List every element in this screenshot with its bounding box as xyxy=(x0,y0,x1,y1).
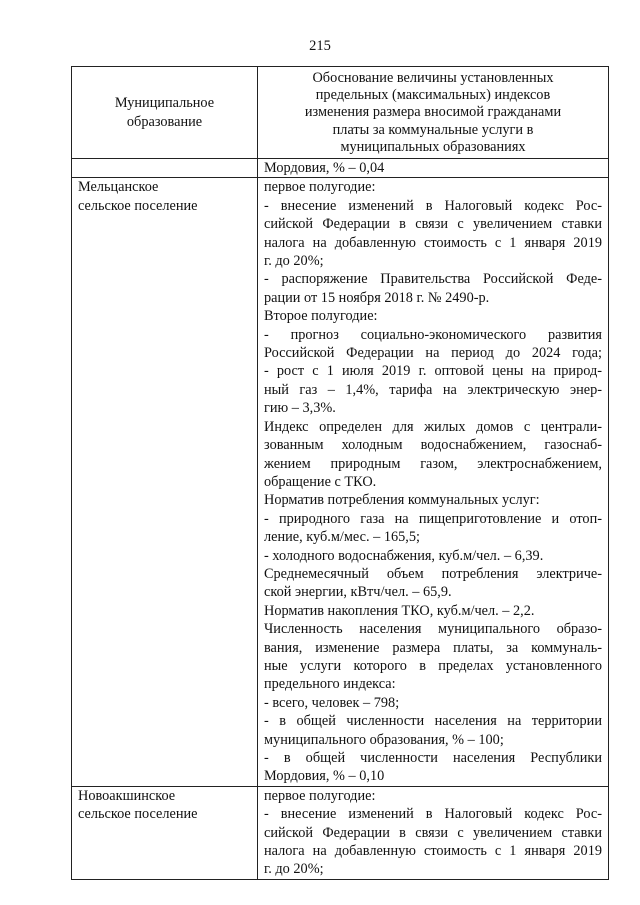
justification-line: рации от 15 ноября 2018 г. № 2490-р. xyxy=(264,289,490,306)
justification-line: ный газ – 1,4%, тарифа на электрическую энер- xyxy=(264,381,602,398)
header-municipality-line-2: образование xyxy=(126,113,203,130)
justification-line: - внесение изменений в Налоговый кодекс Рос- xyxy=(264,806,602,823)
justification-line: сийской Федерации в связи с увеличением ставки xyxy=(264,216,602,233)
justification-table xyxy=(71,66,609,880)
municipality-row xyxy=(72,178,609,786)
justification-line: первое полугодие: xyxy=(264,787,376,804)
municipality-name-cell xyxy=(72,786,258,879)
justification-line: Норматив потребления коммунальных услуг: xyxy=(264,492,540,509)
justification-line: - всего, человек – 798; xyxy=(264,694,400,711)
continuation-municipality-cell xyxy=(72,159,258,178)
justification-line: - природного газа на пищеприготовление и отоп- xyxy=(264,510,602,527)
justification-line: гию – 3,3%. xyxy=(264,400,336,417)
header-justification-line-3: изменения размера вносимой гражданами xyxy=(304,104,562,121)
justification-line: - внесение изменений в Налоговый кодекс Рос- xyxy=(264,197,602,214)
justification-line: - распоряжение Правительства Российской Феде- xyxy=(264,271,602,288)
header-justification-line-2: предельных (максимальных) индексов xyxy=(315,87,551,104)
continuation-line: Мордовия, % – 0,04 xyxy=(264,160,385,176)
justification-cell xyxy=(258,786,609,879)
justification-line: Мордовия, % – 0,10 xyxy=(264,768,385,785)
continuation-justification-cell xyxy=(258,159,609,178)
justification-line: - рост с 1 июля 2019 г. оптовой цены на природ- xyxy=(264,363,602,380)
justification-line: зованным холодным водоснабжением, газоснаб- xyxy=(264,437,602,454)
table-header-row xyxy=(72,67,609,159)
municipality-name-line: Мельцанское xyxy=(78,179,159,196)
justification-line: ные услуги которого в пределах установленного xyxy=(264,657,602,674)
justification-line: предельного индекса: xyxy=(264,676,396,693)
municipality-row xyxy=(72,786,609,879)
justification-line: обращение с ТКО. xyxy=(264,473,377,490)
municipality-name-line: Новоакшинское xyxy=(78,787,176,804)
header-municipality xyxy=(72,67,258,159)
justification-line: Численность населения муниципального образо- xyxy=(264,621,602,638)
header-justification-line-1: Обоснование величины установленных xyxy=(312,70,554,86)
justification-line: г. до 20%; xyxy=(264,861,324,878)
header-justification-line-4: платы за коммунальные услуги в xyxy=(332,121,534,138)
justification-line: - в общей численности населения на территории xyxy=(264,713,602,730)
justification-cell xyxy=(258,178,609,786)
justification-line: Российской Федерации на период до 2024 года; xyxy=(264,345,602,362)
justification-line: Среднемесячный объем потребления электриче- xyxy=(264,565,602,582)
justification-line: - в общей численности населения Республики xyxy=(264,750,602,766)
justification-line: муниципального образования, % – 100; xyxy=(264,731,504,748)
justification-line: ской энергии, кВтч/чел. – 65,9. xyxy=(264,584,452,601)
justification-line: Норматив накопления ТКО, куб.м/чел. – 2,2. xyxy=(264,602,535,619)
header-municipality-line-1: Муниципальное xyxy=(114,95,215,112)
header-justification xyxy=(258,67,609,159)
justification-line: сийской Федерации в связи с увеличением ставки xyxy=(264,824,602,841)
justification-line: - прогноз социально-экономического развития xyxy=(264,326,602,343)
justification-line: - холодного водоснабжения, куб.м/чел. – 6,39. xyxy=(264,547,544,564)
justification-line: первое полугодие: xyxy=(264,179,376,196)
page-number: 215 xyxy=(309,38,331,54)
header-justification-line-5: муниципальных образованиях xyxy=(340,138,526,155)
justification-line: жением природным газом, электроснабжением, xyxy=(264,455,602,472)
municipality-name-cell xyxy=(72,178,258,786)
justification-line: Второе полугодие: xyxy=(264,308,378,325)
municipality-name-line: сельское поселение xyxy=(78,197,198,214)
continuation-row xyxy=(72,159,609,178)
municipality-name-line: сельское поселение xyxy=(78,806,198,823)
justification-line: г. до 20%; xyxy=(264,253,324,270)
justification-line: налога на добавленную стоимость с 1 января 2019 xyxy=(264,843,602,860)
justification-line: Индекс определен для жилых домов с централи- xyxy=(264,418,602,435)
justification-line: налога на добавленную стоимость с 1 января 2019 xyxy=(264,234,602,251)
justification-line: вания, изменение размера платы, за коммуналь- xyxy=(264,639,602,656)
justification-line: ление, куб.м/мес. – 165,5; xyxy=(264,529,420,546)
